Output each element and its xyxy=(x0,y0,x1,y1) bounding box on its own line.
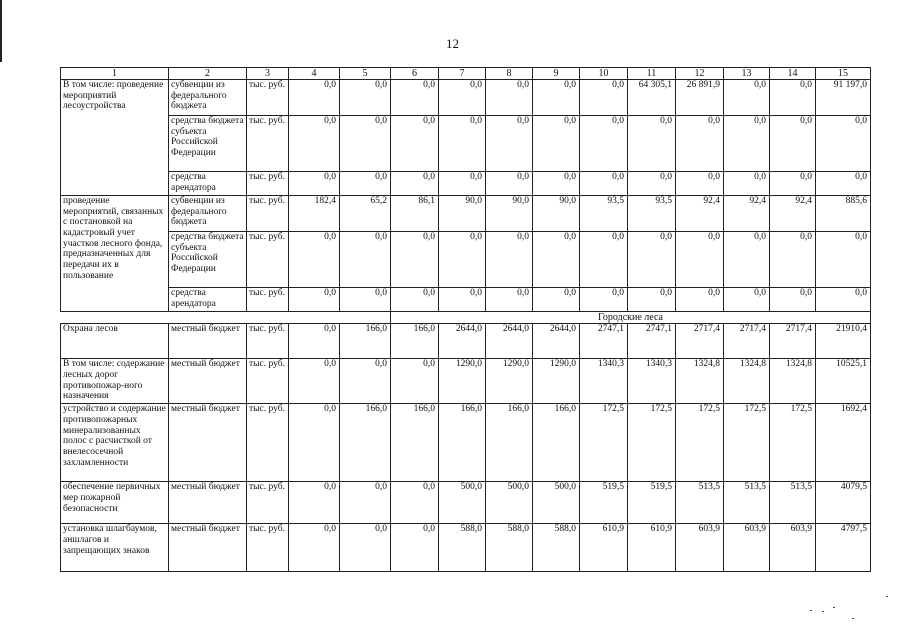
value-cell: 2747,1 xyxy=(628,324,676,359)
value-cell: 1340,3 xyxy=(580,359,628,404)
value-cell: 2717,4 xyxy=(724,324,770,359)
table-row xyxy=(61,232,871,288)
value-cell: 90,0 xyxy=(439,196,486,232)
value-cell: 0,0 xyxy=(340,524,391,572)
value-cell: 0,0 xyxy=(289,482,340,524)
value-cell: 0,0 xyxy=(439,288,486,312)
value-cell: 0,0 xyxy=(486,116,533,172)
activity-cell: Охрана лесов xyxy=(61,324,169,359)
value-cell: 166,0 xyxy=(486,404,533,482)
value-cell: 2644,0 xyxy=(533,324,580,359)
value-cell: 90,0 xyxy=(533,196,580,232)
table-row xyxy=(61,80,871,116)
column-number: 11 xyxy=(628,68,676,80)
unit-cell: тыс. руб. xyxy=(247,324,289,359)
value-cell: 513,5 xyxy=(770,482,816,524)
section-title-row xyxy=(61,312,871,324)
unit-cell: тыс. руб. xyxy=(247,172,289,196)
value-cell: 0,0 xyxy=(289,404,340,482)
value-cell: 0,0 xyxy=(770,116,816,172)
value-cell: 610,9 xyxy=(580,524,628,572)
value-cell: 2644,0 xyxy=(486,324,533,359)
column-number: 13 xyxy=(724,68,770,80)
value-cell: 172,5 xyxy=(770,404,816,482)
value-cell: 513,5 xyxy=(676,482,724,524)
unit-cell: тыс. руб. xyxy=(247,116,289,172)
value-cell: 0,0 xyxy=(533,116,580,172)
unit-cell: тыс. руб. xyxy=(247,232,289,288)
value-cell: 0,0 xyxy=(533,288,580,312)
funding-source-cell: средства арендатора xyxy=(169,288,247,312)
value-cell: 0,0 xyxy=(289,172,340,196)
column-number: 3 xyxy=(247,68,289,80)
value-cell: 0,0 xyxy=(580,288,628,312)
value-cell: 172,5 xyxy=(628,404,676,482)
value-cell: 0,0 xyxy=(676,172,724,196)
value-cell: 885,6 xyxy=(816,196,871,232)
value-cell: 2747,1 xyxy=(580,324,628,359)
value-cell: 0,0 xyxy=(439,172,486,196)
value-cell: 0,0 xyxy=(580,80,628,116)
table-row xyxy=(61,288,871,312)
scan-edge-rule xyxy=(0,0,2,62)
unit-cell: тыс. руб. xyxy=(247,404,289,482)
value-cell: 0,0 xyxy=(486,172,533,196)
value-cell: 0,0 xyxy=(533,80,580,116)
value-cell: 86,1 xyxy=(391,196,439,232)
scan-speck xyxy=(822,611,824,612)
value-cell: 610,9 xyxy=(628,524,676,572)
value-cell: 0,0 xyxy=(816,288,871,312)
value-cell: 1340,3 xyxy=(628,359,676,404)
value-cell: 0,0 xyxy=(816,232,871,288)
value-cell: 588,0 xyxy=(439,524,486,572)
value-cell: 0,0 xyxy=(724,80,770,116)
value-cell: 172,5 xyxy=(724,404,770,482)
value-cell: 0,0 xyxy=(340,172,391,196)
value-cell: 4079,5 xyxy=(816,482,871,524)
funding-source-cell: местный бюджет xyxy=(169,359,247,404)
value-cell: 0,0 xyxy=(816,172,871,196)
funding-source-cell: местный бюджет xyxy=(169,524,247,572)
value-cell: 0,0 xyxy=(391,524,439,572)
value-cell: 166,0 xyxy=(340,404,391,482)
value-cell: 90,0 xyxy=(486,196,533,232)
value-cell: 166,0 xyxy=(391,404,439,482)
value-cell: 0,0 xyxy=(439,232,486,288)
value-cell: 519,5 xyxy=(580,482,628,524)
value-cell: 10525,1 xyxy=(816,359,871,404)
value-cell: 519,5 xyxy=(628,482,676,524)
value-cell: 500,0 xyxy=(533,482,580,524)
unit-cell: тыс. руб. xyxy=(247,524,289,572)
funding-source-cell: субвенции из федерального бюджета xyxy=(169,196,247,232)
value-cell: 0,0 xyxy=(676,232,724,288)
value-cell: 166,0 xyxy=(439,404,486,482)
activity-cell: установка шлагбаумов, аншлагов и запрещающих знаков xyxy=(61,524,169,572)
activity-cell: проведение мероприятий, связанных с постановкой на кадастровый учет участков лесного фонда, предназначенных для передачи их в пользование xyxy=(61,196,169,312)
value-cell: 603,9 xyxy=(770,524,816,572)
funding-source-cell: субвенции из федерального бюджета xyxy=(169,80,247,116)
value-cell: 0,0 xyxy=(391,288,439,312)
unit-cell: тыс. руб. xyxy=(247,288,289,312)
value-cell: 0,0 xyxy=(628,232,676,288)
value-cell: 182,4 xyxy=(289,196,340,232)
value-cell: 0,0 xyxy=(391,359,439,404)
value-cell: 0,0 xyxy=(289,524,340,572)
value-cell: 1290,0 xyxy=(486,359,533,404)
value-cell: 93,5 xyxy=(580,196,628,232)
table-row xyxy=(61,172,871,196)
value-cell: 0,0 xyxy=(289,288,340,312)
activity-cell: В том числе: проведение мероприятий лесоустройства xyxy=(61,80,169,196)
value-cell: 0,0 xyxy=(391,116,439,172)
value-cell: 2644,0 xyxy=(439,324,486,359)
value-cell: 166,0 xyxy=(340,324,391,359)
value-cell: 21910,4 xyxy=(816,324,871,359)
value-cell: 92,4 xyxy=(724,196,770,232)
value-cell: 172,5 xyxy=(580,404,628,482)
value-cell: 0,0 xyxy=(289,80,340,116)
budget-table xyxy=(60,67,871,572)
value-cell: 93,5 xyxy=(628,196,676,232)
column-number: 2 xyxy=(169,68,247,80)
section-gap xyxy=(61,312,391,324)
table-row xyxy=(61,482,871,524)
value-cell: 0,0 xyxy=(486,80,533,116)
value-cell: 0,0 xyxy=(770,288,816,312)
value-cell: 1692,4 xyxy=(816,404,871,482)
value-cell: 0,0 xyxy=(770,80,816,116)
activity-cell: В том числе: содержание лесных дорог противопожар-ного назначения xyxy=(61,359,169,404)
value-cell: 0,0 xyxy=(770,232,816,288)
value-cell: 166,0 xyxy=(533,404,580,482)
value-cell: 0,0 xyxy=(770,172,816,196)
value-cell: 1290,0 xyxy=(533,359,580,404)
value-cell: 0,0 xyxy=(676,116,724,172)
unit-cell: тыс. руб. xyxy=(247,359,289,404)
value-cell: 0,0 xyxy=(340,359,391,404)
column-number-row xyxy=(61,68,871,80)
value-cell: 0,0 xyxy=(580,172,628,196)
value-cell: 0,0 xyxy=(340,116,391,172)
value-cell: 1324,8 xyxy=(676,359,724,404)
scan-speck xyxy=(810,610,812,611)
value-cell: 0,0 xyxy=(340,288,391,312)
value-cell: 26 891,9 xyxy=(676,80,724,116)
value-cell: 1290,0 xyxy=(439,359,486,404)
value-cell: 0,0 xyxy=(580,116,628,172)
value-cell: 0,0 xyxy=(391,232,439,288)
funding-source-cell: местный бюджет xyxy=(169,404,247,482)
value-cell: 0,0 xyxy=(486,232,533,288)
value-cell: 0,0 xyxy=(628,172,676,196)
value-cell: 0,0 xyxy=(391,80,439,116)
value-cell: 0,0 xyxy=(340,80,391,116)
value-cell: 0,0 xyxy=(676,288,724,312)
value-cell: 2717,4 xyxy=(676,324,724,359)
activity-cell: обеспечение первичных мер пожарной безопасности xyxy=(61,482,169,524)
value-cell: 0,0 xyxy=(724,116,770,172)
value-cell: 0,0 xyxy=(580,232,628,288)
value-cell: 166,0 xyxy=(391,324,439,359)
value-cell: 603,9 xyxy=(676,524,724,572)
activity-cell: устройство и содержание противопожарных минерализованных полос с расчисткой от внелесосечной захламленности xyxy=(61,404,169,482)
value-cell: 92,4 xyxy=(676,196,724,232)
value-cell: 603,9 xyxy=(724,524,770,572)
value-cell: 0,0 xyxy=(724,232,770,288)
value-cell: 91 197,0 xyxy=(816,80,871,116)
table-row xyxy=(61,359,871,404)
table-row xyxy=(61,196,871,232)
column-number: 7 xyxy=(439,68,486,80)
value-cell: 1324,8 xyxy=(770,359,816,404)
funding-source-cell: средства бюджета субъекта Российской Федерации xyxy=(169,232,247,288)
column-number: 14 xyxy=(770,68,816,80)
value-cell: 0,0 xyxy=(439,116,486,172)
page-number: 12 xyxy=(446,36,459,51)
table-row xyxy=(61,324,871,359)
value-cell: 4797,5 xyxy=(816,524,871,572)
value-cell: 172,5 xyxy=(676,404,724,482)
column-number: 4 xyxy=(289,68,340,80)
value-cell: 0,0 xyxy=(533,172,580,196)
scan-speck xyxy=(886,596,888,597)
value-cell: 588,0 xyxy=(533,524,580,572)
value-cell: 0,0 xyxy=(289,116,340,172)
column-number: 1 xyxy=(61,68,169,80)
column-number: 6 xyxy=(391,68,439,80)
column-number: 8 xyxy=(486,68,533,80)
section-title: Городские леса xyxy=(391,312,871,324)
value-cell: 1324,8 xyxy=(724,359,770,404)
table-row xyxy=(61,116,871,172)
value-cell: 65,2 xyxy=(340,196,391,232)
value-cell: 0,0 xyxy=(533,232,580,288)
value-cell: 0,0 xyxy=(628,288,676,312)
scan-speck xyxy=(852,618,854,619)
value-cell: 0,0 xyxy=(340,232,391,288)
value-cell: 500,0 xyxy=(439,482,486,524)
unit-cell: тыс. руб. xyxy=(247,482,289,524)
funding-source-cell: средства бюджета субъекта Российской Федерации xyxy=(169,116,247,172)
value-cell: 588,0 xyxy=(486,524,533,572)
value-cell: 0,0 xyxy=(439,80,486,116)
value-cell: 513,5 xyxy=(724,482,770,524)
funding-source-cell: местный бюджет xyxy=(169,482,247,524)
unit-cell: тыс. руб. xyxy=(247,196,289,232)
column-number: 12 xyxy=(676,68,724,80)
value-cell: 500,0 xyxy=(486,482,533,524)
funding-source-cell: средства арендатора xyxy=(169,172,247,196)
unit-cell: тыс. руб. xyxy=(247,80,289,116)
value-cell: 92,4 xyxy=(770,196,816,232)
table-row xyxy=(61,524,871,572)
value-cell: 64 305,1 xyxy=(628,80,676,116)
column-number: 5 xyxy=(340,68,391,80)
value-cell: 0,0 xyxy=(724,288,770,312)
value-cell: 0,0 xyxy=(289,324,340,359)
value-cell: 0,0 xyxy=(391,172,439,196)
value-cell: 2717,4 xyxy=(770,324,816,359)
value-cell: 0,0 xyxy=(486,288,533,312)
value-cell: 0,0 xyxy=(724,172,770,196)
table-row xyxy=(61,404,871,482)
funding-source-cell: местный бюджет xyxy=(169,324,247,359)
column-number: 15 xyxy=(816,68,871,80)
value-cell: 0,0 xyxy=(816,116,871,172)
column-number: 10 xyxy=(580,68,628,80)
scan-speck xyxy=(833,607,835,608)
value-cell: 0,0 xyxy=(289,232,340,288)
value-cell: 0,0 xyxy=(391,482,439,524)
value-cell: 0,0 xyxy=(340,482,391,524)
column-number: 9 xyxy=(533,68,580,80)
value-cell: 0,0 xyxy=(628,116,676,172)
value-cell: 0,0 xyxy=(289,359,340,404)
